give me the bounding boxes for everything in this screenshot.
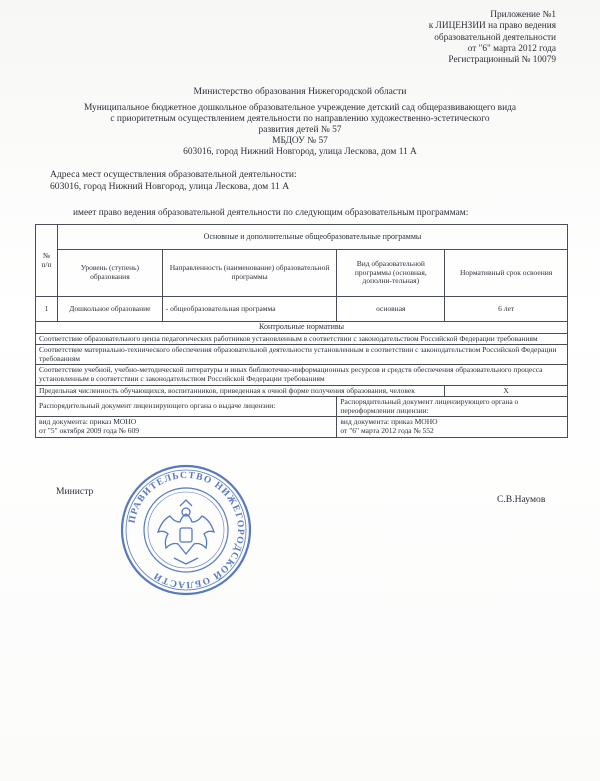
doc-issue-date: от "5" октября 2009 года № 609	[39, 425, 139, 435]
norm-limit-value: X	[445, 385, 568, 397]
ministry-title: Министерство образования Нижегородской области	[193, 86, 407, 97]
table-subheader-row	[36, 250, 568, 297]
appendix-line: от "6" марта 2012 года	[467, 43, 556, 54]
doc-issue-kind: вид документа: приказ МОНО	[39, 417, 137, 427]
organization-block	[30, 103, 570, 158]
table-row	[36, 385, 568, 397]
signer-role: Министр	[56, 486, 94, 497]
official-seal-stamp	[118, 462, 254, 598]
col-direction-header: Направленность (наименование) образовательной программы	[162, 250, 337, 297]
col-no-header: № п/п	[36, 225, 58, 297]
table-row	[36, 333, 568, 345]
row-term: 6 лет	[445, 297, 568, 322]
norm-cell: Соответствие материально-технического обеспечения образовательной деятельности установленным в соответствии с законодательством Российской Федерации требованиям	[36, 345, 568, 365]
appendix-line: образовательной деятельности	[434, 32, 556, 43]
intro-text: имеет право ведения образовательной деятельности по следующим образовательным программам:	[73, 208, 469, 218]
doc-reissue-value	[337, 417, 568, 437]
programs-section-header: Основные и дополнительные общеобразовательные программы	[57, 225, 567, 250]
row-no: 1	[36, 297, 58, 322]
signer-name: С.В.Наумов	[497, 494, 546, 505]
norm-cell: Соответствие образовательного ценза педагогических работников установленным в соответствии с законодательством Российской Федерации требованиям	[36, 333, 568, 345]
row-direction: - общеобразовательная программа	[162, 297, 337, 322]
appendix-line: к ЛИЦЕНЗИИ на право ведения	[428, 21, 556, 32]
org-name: Муниципальное бюджетное дошкольное образовательное учреждение детский сад общеразвивающего вида	[83, 103, 517, 113]
table-row	[36, 322, 568, 334]
org-address: 603016, город Нижний Новгород, улица Лескова, дом 11 А	[183, 147, 417, 157]
addresses-value: 603016, город Нижний Новгород, улица Лескова, дом 11 А	[50, 180, 290, 192]
doc-reissue-date: от "6" марта 2012 года № 552	[340, 425, 434, 435]
row-kind: основная	[337, 297, 445, 322]
org-name: развития детей № 57	[258, 125, 342, 135]
col-level-header: Уровень (ступень) образования	[57, 250, 162, 297]
appendix-line: Приложение №1	[490, 10, 556, 20]
control-section-header: Контрольные нормативы	[36, 322, 568, 334]
doc-reissue-kind: вид документа: приказ МОНО	[340, 417, 438, 427]
table-header-row	[36, 225, 568, 250]
appendix-header	[429, 10, 556, 66]
doc-issue-label: Распорядительный документ лицензирующего органа о выдаче лицензии:	[36, 397, 337, 417]
row-level: Дошкольное образование	[57, 297, 162, 322]
seal-arc-text: ПРАВИТЕЛЬСТВО НИЖЕГОРОДСКОЙ ОБЛАСТИ	[127, 470, 246, 590]
org-name: с приоритетным осуществлением деятельности по направлению художественно-эстетического	[110, 114, 490, 124]
doc-issue-value	[36, 417, 337, 437]
col-kind-header: Вид образовательной программы (основная, дополни-тельная)	[337, 250, 445, 297]
appendix-line: Регистрационный № 10079	[448, 55, 556, 66]
table-row	[36, 365, 568, 385]
norm-cell: Соответствие учебной, учебно-методической литературы и иных библиотечно-информационных ресурсов и средств обеспечения образовательного процесса установленным в соответствии с законодательством Российской Федерации требованиям	[36, 365, 568, 385]
norm-limit-label: Предельная численность обучающихся, воспитанников, приведенная к очной форме получения образования, человек	[36, 385, 445, 397]
table-row	[36, 297, 568, 322]
table-row	[36, 397, 568, 417]
signature-block	[0, 486, 600, 516]
addresses-label: Адреса мест осуществления образовательной деятельности:	[50, 169, 297, 180]
doc-reissue-label: Распорядительный документ лицензирующего органа о переоформлении лицензии:	[337, 397, 568, 417]
table-row	[36, 345, 568, 365]
col-term-header: Нормативный срок освоения	[445, 250, 568, 297]
org-short-name: МБДОУ № 57	[272, 136, 328, 146]
table-row	[36, 417, 568, 437]
addresses-block	[50, 169, 297, 192]
programs-table	[35, 224, 568, 438]
